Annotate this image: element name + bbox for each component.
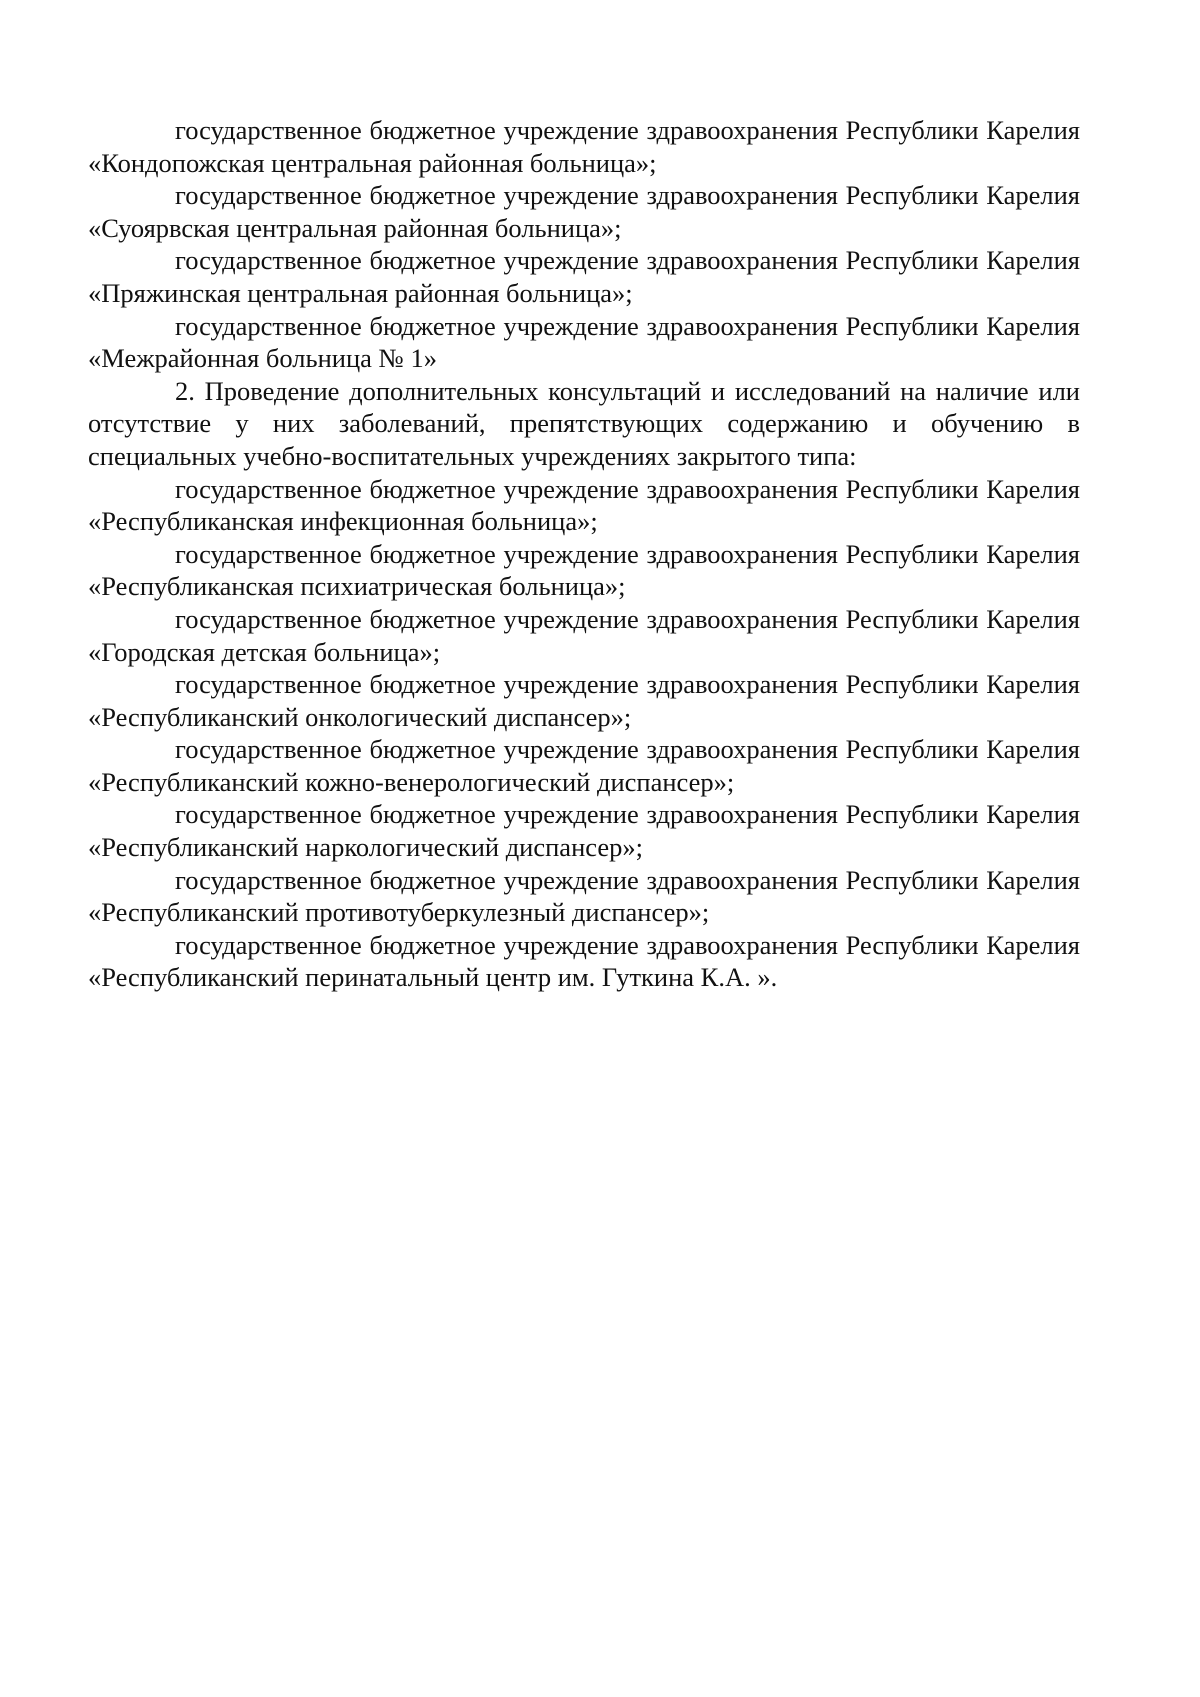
paragraph-interdistrict-hospital: государственное бюджетное учреждение здравоохранения Республики Карелия «Межрайонная больница № 1» [88,310,1080,374]
paragraph-narcology-dispensary: государственное бюджетное учреждение здравоохранения Республики Карелия «Республиканский наркологический диспансер»; [88,799,1080,863]
paragraph-kondopoga-hospital: государственное бюджетное учреждение здравоохранения Республики Карелия «Кондопожская центральная районная больница»; [88,115,1080,178]
document-body [88,114,1080,994]
paragraph-children-hospital: государственное бюджетное учреждение здравоохранения Республики Карелия «Городская детская больница»; [88,603,1080,667]
paragraph-perinatal-center: государственное бюджетное учреждение здравоохранения Республики Карелия «Республиканский перинатальный центр им. Гуткина К.А. ». [88,929,1080,993]
paragraph-item-2-consultations: 2. Проведение дополнительных консультаций и исследований на наличие или отсутствие у них заболеваний, препятствующих содержанию и обучению в специальных учебно-воспитательных учреждениях закрытого типа: [88,375,1080,471]
paragraph-dermatovenerology-dispensary: государственное бюджетное учреждение здравоохранения Республики Карелия «Республиканский кожно-венерологический диспансер»; [88,734,1080,797]
paragraph-pryazha-hospital: государственное бюджетное учреждение здравоохранения Республики Карелия «Пряжинская центральная районная больница»; [88,245,1080,308]
paragraph-psychiatric-hospital: государственное бюджетное учреждение здравоохранения Республики Карелия «Республиканская психиатрическая больница»; [88,538,1080,602]
paragraph-oncology-dispensary: государственное бюджетное учреждение здравоохранения Республики Карелия «Республиканский онкологический диспансер»; [88,669,1080,732]
paragraph-tuberculosis-dispensary: государственное бюджетное учреждение здравоохранения Республики Карелия «Республиканский противотуберкулезный диспансер»; [88,864,1080,928]
paragraph-suoyarvi-hospital: государственное бюджетное учреждение здравоохранения Республики Карелия «Суоярвская центральная районная больница»; [88,180,1080,243]
paragraph-infectious-hospital: государственное бюджетное учреждение здравоохранения Республики Карелия «Республиканская инфекционная больница»; [88,473,1080,537]
